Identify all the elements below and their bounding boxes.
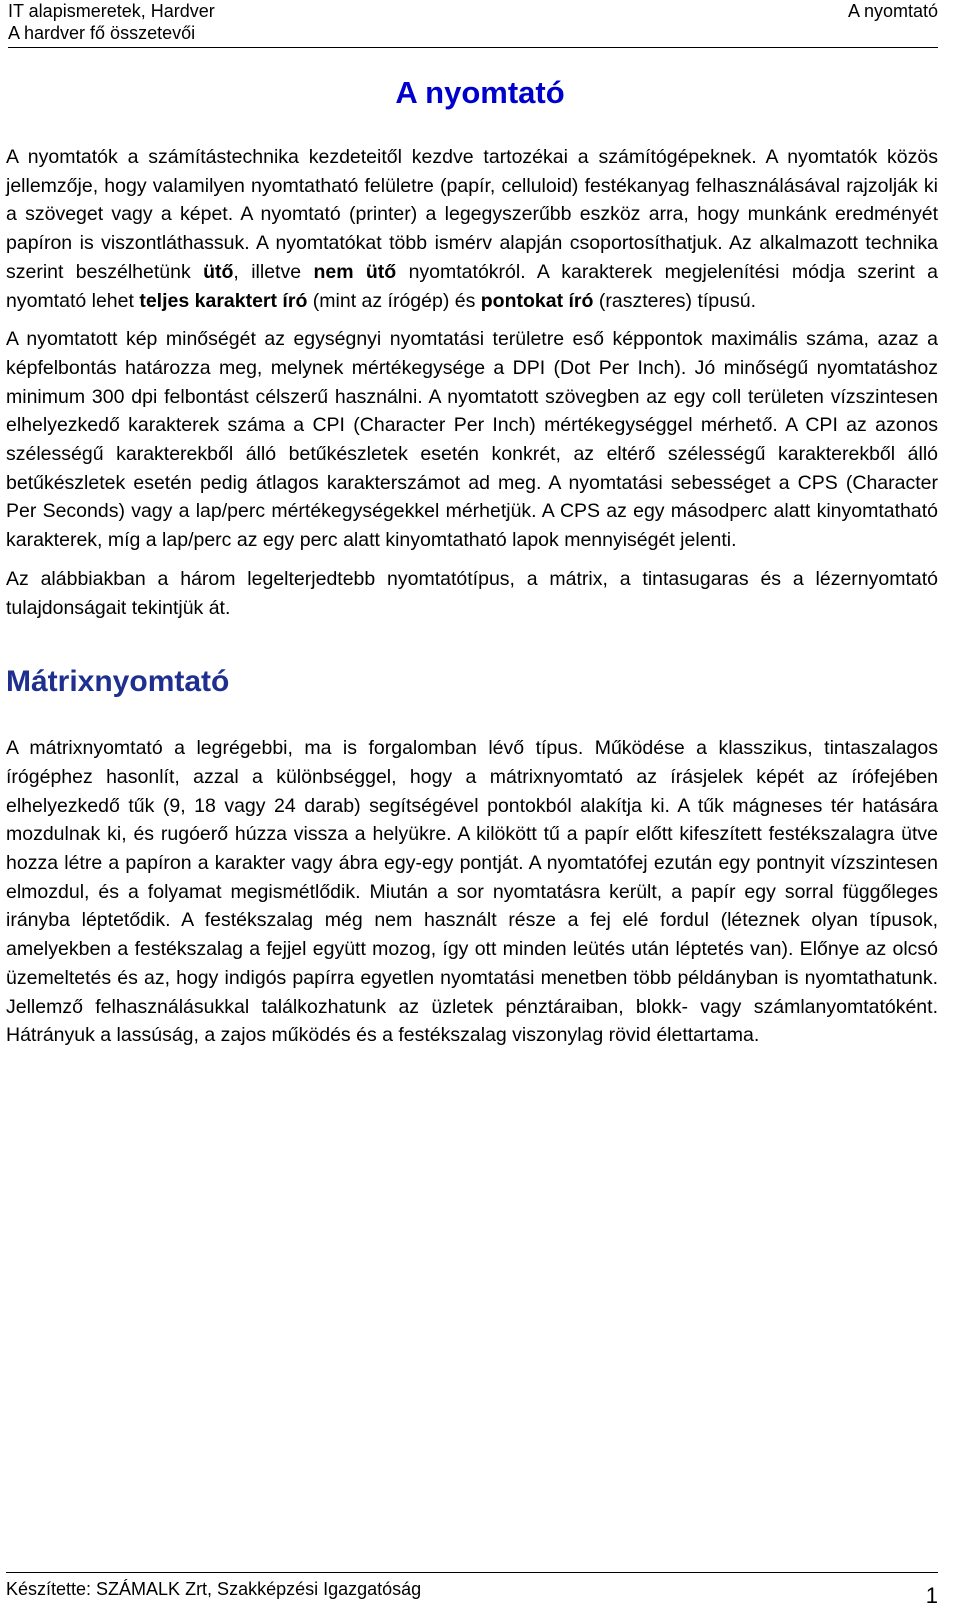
term-pontokat-iro: pontokat író bbox=[480, 289, 594, 312]
header-course: IT alapismeretek, Hardver bbox=[8, 1, 215, 21]
section-title-matrix: Mátrixnyomtató bbox=[6, 665, 230, 699]
page-number: 1 bbox=[925, 1583, 938, 1608]
intro-paragraph-3: Az alábbiakban a három legelterjedtebb nyomtatótípus, a mátrix, a tintasugaras és a lézernyomtató tulajdonságait tekintjük át. bbox=[6, 567, 938, 619]
page-footer bbox=[6, 1572, 938, 1606]
page-header bbox=[8, 0, 938, 48]
intro-text-5: (raszteres) típusú. bbox=[593, 289, 756, 312]
intro-paragraph-1 bbox=[6, 143, 938, 315]
header-left bbox=[8, 0, 215, 44]
header-topic: A nyomtató bbox=[847, 1, 938, 21]
term-uto: ütő bbox=[203, 260, 234, 283]
intro-paragraph-2: A nyomtatott kép minőségét az egységnyi nyomtatási területre eső képpontok maximális száma, azaz a képfelbontás határozza meg, melynek mértékegysége a DPI (Dot Per Inch). Jó minőségű nyomtatáshoz minimum 300 dpi felbontást célszerű használni. A nyomtatott szövegben az egy coll területen vízszintesen elhelyezkedő karakterek száma a CPI (Character Per Inch) mértékegységgel mérhető. A CPI az azonos szélességű karakterekből álló betűkészletek esetén konkrét, az eltérő szélességű karakterekből álló betűkészletek esetén pedig átlagos karakterszámot ad meg. A nyomtatási sebességet a CPS (Character Per Seconds) vagy a lap/perc mértékegységekkel mérhetjük. A CPS az egy másodperc alatt kinyomtatható karakterek, míg a lap/perc az egy perc alatt kinyomtatható lapok mennyiségét jelenti. bbox=[6, 328, 938, 552]
intro-text-4: (mint az írógép) és bbox=[307, 289, 481, 312]
term-nem-uto: nem ütő bbox=[313, 260, 397, 283]
footer-author: Készítette: SZÁMALK Zrt, Szakképzési Igazgatóság bbox=[6, 1579, 422, 1599]
page-title: A nyomtató bbox=[395, 75, 565, 110]
intro-text-1: A nyomtatók a számítástechnika kezdeteitől kezdve tartozékai a számítógépeknek. A nyomtatók közös jellemzője, hogy valamilyen nyomtatható felületre (papír, celluloid) festékanyag felhasználásával rajzolják ki a szöveget vagy a képet. A nyomtató (printer) a legegyszerűbb eszköz arra, hogy munkánk eredményét papíron is viszontláthassuk. A nyomtatókat több ismérv alapján csoportosíthatjuk. Az alkalmazott technika szerint beszélhetünk bbox=[6, 146, 938, 283]
intro-text-2: , illetve bbox=[233, 260, 314, 283]
header-chapter: A hardver fő összetevői bbox=[8, 23, 196, 43]
matrix-paragraph: A mátrixnyomtató a legrégebbi, ma is forgalomban lévő típus. Működése a klasszikus, tintaszalagos írógéphez hasonlít, azzal a különbséggel, hogy a mátrixnyomtató az írásjelek képét az írófejében elhelyezkedő tűk (9, 18 vagy 24 darab) segítségével pontokból alakítja ki. A tűk mágneses tér hatására mozdulnak ki, és rugóerő húzza vissza a helyükre. A kilökött tű a papír előtt kifeszített festékszalagra ütve hozza létre a papíron a karakter vagy ábra egy-egy pontját. A nyomtatófej ezután egy pontnyit vízszintesen elmozdul, és a folyamat megismétlődik. Miután a sor nyomtatásra került, a papír egy sorral függőleges irányba léptetődik. A festékszalag még nem használt része a fej elé fordul (léteznek olyan típusok, amelyekben a festékszalag a fejjel együtt mozog, így ott minden leütés után léptetés van). Előnye az olcsó üzemeltetés és az, hogy indigós papírra egyetlen nyomtatási menetben több példányban is nyomtathatunk. Jellemző felhasználásukkal találkozhatunk az üzletek pénztáraiban, blokk- vagy számlanyomtatóként. Hátrányuk a lassúság, a zajos működés és a festékszalag viszonylag rövid élettartama. bbox=[6, 737, 938, 1047]
document-body bbox=[6, 143, 938, 1060]
term-teljes-karaktert-iro: teljes karaktert író bbox=[139, 289, 308, 312]
intro-text-3: nyomtatókról. A karakterek megjelenítési módja szerint a nyomtató lehet bbox=[6, 260, 939, 312]
